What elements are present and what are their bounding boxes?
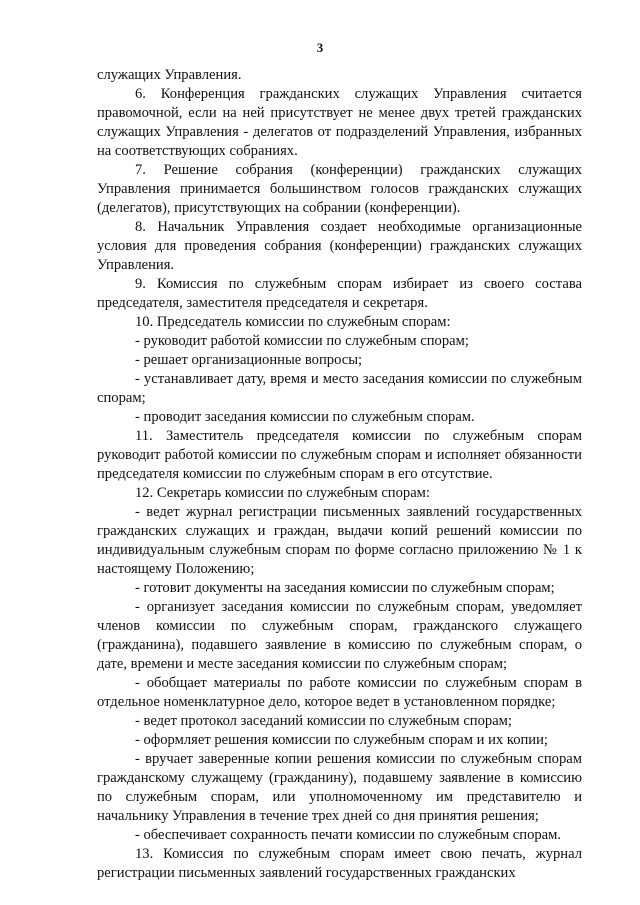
list-item: - обеспечивает сохранность печати комиссии по служебным спорам. <box>135 827 562 843</box>
list-item: - оформляет решения комиссии по служебным спорам и их копии; <box>135 732 548 748</box>
paragraph: 13. Комиссия по служебным спорам имеет свою печать, журнал регистрации письменных заявлений государственных гражданских <box>97 846 582 881</box>
list-item: - организует заседания комиссии по служебным спорам, уведомляет членов комиссии по служебным спорам, гражданского служащего (гражданина), подавшего заявление в комиссию по служебным спорам, о дате, времени и месте заседания комиссии по служебным спорам; <box>97 599 582 672</box>
paragraph: 9. Комиссия по служебным спорам избирает из своего состава председателя, заместителя председателя и секретаря. <box>97 276 582 311</box>
list-item: - устанавливает дату, время и место заседания комиссии по служебным спорам; <box>97 371 582 406</box>
list-item: - ведет журнал регистрации письменных заявлений государственных гражданских служащих и граждан, выдачи копий решений комиссии по индивидуальным служебным спорам по форме согласно приложению № 1 к настоящему Положению; <box>97 504 582 577</box>
page-number: 3 <box>316 40 324 55</box>
list-item: - готовит документы на заседания комиссии по служебным спорам; <box>135 580 555 596</box>
list-item: - руководит работой комиссии по служебным спорам; <box>135 333 469 349</box>
paragraph: 6. Конференция гражданских служащих Управления считается правомочной, если на ней присутствует не менее двух третей гражданских служащих Управления - делегатов от подразделений Управления, избранных на соответствующих собраниях. <box>97 86 582 159</box>
list-item: - ведет протокол заседаний комиссии по служебным спорам; <box>135 713 512 729</box>
paragraph: служащих Управления. <box>97 67 242 83</box>
paragraph: 10. Председатель комиссии по служебным спорам: <box>135 314 451 330</box>
list-item: - вручает заверенные копии решения комиссии по служебным спорам гражданскому служащему (гражданину), подавшему заявление в комиссию по служебным спорам, или уполномоченному им представителю и начальнику Управления в течение трех дней со дня принятия решения; <box>97 751 582 824</box>
list-item: - проводит заседания комиссии по служебным спорам. <box>135 409 475 425</box>
paragraph: 8. Начальник Управления создает необходимые организационные условия для проведения собрания (конференции) гражданских служащих Управления. <box>97 219 582 273</box>
paragraph: 11. Заместитель председателя комиссии по служебным спорам руководит работой комиссии по служебным спорам и исполняет обязанности председателя комиссии по служебным спорам в его отсутствие. <box>97 428 582 482</box>
list-item: - обобщает материалы по работе комиссии по служебным спорам в отдельное номенклатурное дело, которое ведет в установленном порядке; <box>97 675 582 710</box>
paragraph: 12. Секретарь комиссии по служебным спорам: <box>135 485 430 501</box>
paragraph: 7. Решение собрания (конференции) гражданских служащих Управления принимается большинством голосов гражданских служащих (делегатов), присутствующих на собрании (конференции). <box>97 162 582 216</box>
document-body <box>97 66 582 883</box>
list-item: - решает организационные вопросы; <box>135 352 363 368</box>
